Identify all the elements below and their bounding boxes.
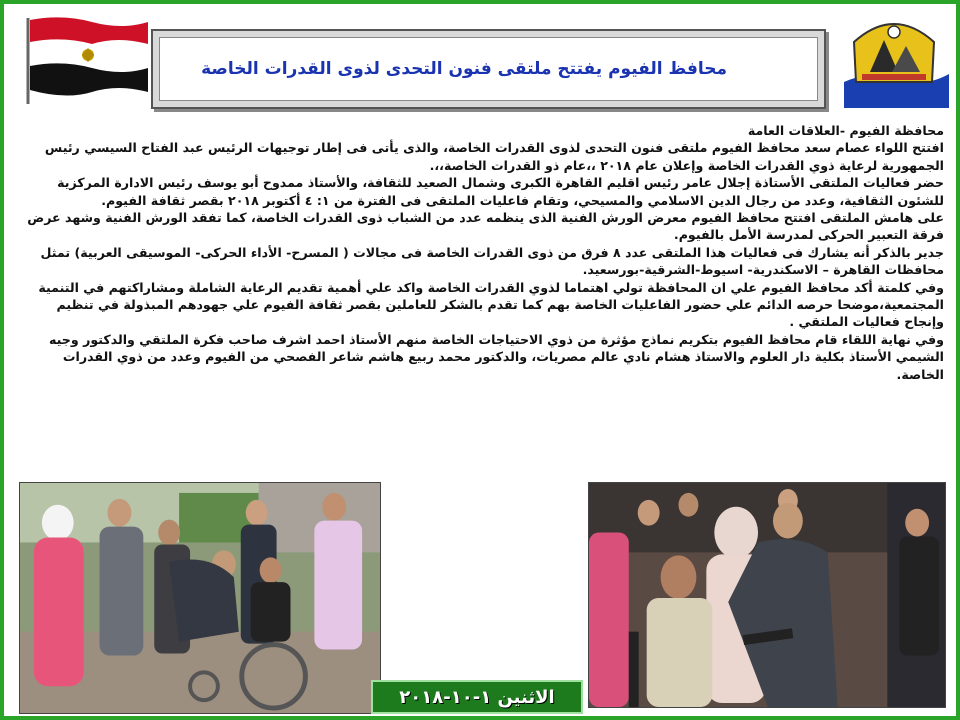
event-photo-right <box>588 482 946 708</box>
event-photo-left <box>19 482 381 714</box>
article-paragraph: جدير بالذكر أنه يشارك فى فعاليات هذا الملتقى عدد ٨ فرق من ذوى القدرات الخاصة فى مجالات ( المسرح- الأداء الحركى- الموسيقى العربية) تمثل محافظات القاهرة – الاسكندرية- اسيوط-الشرقية-بورسعيد. <box>40 244 944 278</box>
article-body <box>26 122 944 472</box>
title-box <box>151 29 826 109</box>
egypt-flag-icon <box>22 14 152 104</box>
date-banner <box>371 680 583 714</box>
publication-date: الاثنين ١-١٠-٢٠١٨ <box>399 686 555 708</box>
article-source: محافظة الفيوم -العلاقات العامة <box>747 123 944 138</box>
fayoum-governorate-logo <box>834 12 954 108</box>
page-title: محافظ الفيوم يفتتح ملتقى فنون التحدى لذوى القدرات الخاصة <box>201 59 727 79</box>
article-paragraph: وفي كلمتة أكد محافظ الفيوم علي ان المحافظة تولي اهتماما لذوي القدرات الخاصة واكد علي أهمية تقديم الرعاية الشاملة ومشاراكتهم في التنمية المجتمعية،موضحا حرصه الدائم علي حضور الفاعليات الخاصة بهم كما تقدم بالشكر للعاملين بقصر ثقافة الفيوم علي جهودهم المبذولة في تنظيم وإنجاح فعاليات الملتقي . <box>38 279 944 330</box>
title-inner <box>159 37 818 101</box>
article-paragraph: افتتح اللواء عصام سعد محافظ الفيوم ملتقى فنون التحدى لذوى القدرات الخاصة، والذى يأتى فى إطار توجيهات الرئيس عبد الفتاح السيسي رئيس الجمهورية لرعاية ذوي القدرات الخاصة وإعلان عام ٢٠١٨ ،،عام ذو القدرات الخاصة،،. <box>44 140 944 173</box>
article-paragraph: وفي نهاية اللقاء قام محافظ الفيوم بتكريم نماذج مؤثرة من ذوي الاحتياجات الخاصة منهم الأستاذ احمد اشرف صاحب فكرة الملتقي والدكتور وجيه الشيمي الأستاذ بكلية دار العلوم والاستاذ هشام نادي عالم مصريات، والدكتور محمد ربيع هاشم شاعر الفصحي من الفيوم وعدد من ذوي القدرات الخاصة. <box>49 331 944 382</box>
article-paragraph: حضر فعاليات الملتقى الأستاذة إجلال عامر رئيس اقليم القاهرة الكبرى وشمال الصعيد للثقافة، والأستاذ ممدوح أبو يوسف رئيس الادارة المركزية للشئون الثقافية، وعدد من رجال الدين الاسلامي والمسيحي، وتقام فاعليات الملتقى فى الفترة من ١: ٤ أكتوبر ٢٠١٨ بقصر ثقافة الفيوم. <box>57 175 944 208</box>
article-paragraph: على هامش الملتقى افتتح محافظ الفيوم معرض الورش الفنية الذى ينظمه عدد من الشباب ذوى القدرات الخاصة، كما تفقد الورش الفنية وشهد عرض فرقة التعبير الحركى لمدرسة الأمل بالفيوم. <box>27 210 944 243</box>
